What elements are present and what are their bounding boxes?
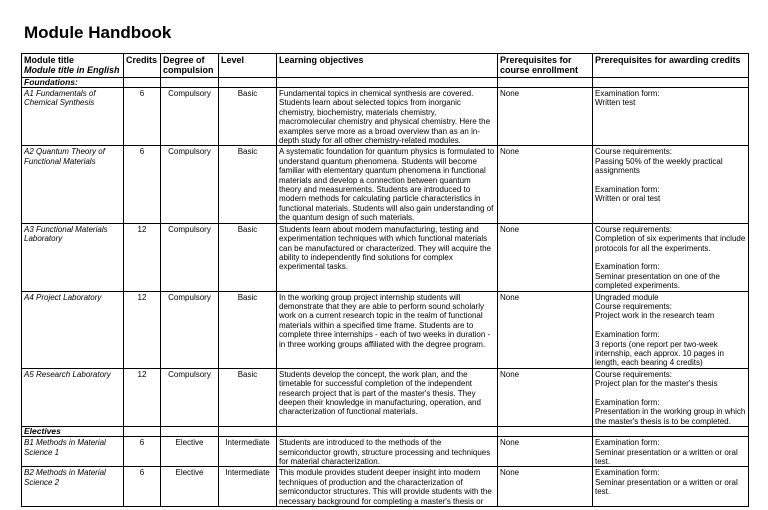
requirement-line: Examination form: — [595, 468, 660, 478]
spacer — [595, 176, 746, 185]
objectives-cell: A systematic foundation for quantum physics is formulated to understand quantum phenomena. Students will become familiar with elementary quantum phenomena in functional materials and develop a connection between quantum theory and measurements. Students are introduced to modern methods for calculating particle characteristics in functional materials. Students will also gain understanding of the quantum design of such materials. — [277, 146, 498, 223]
requirement-line: Course requirements: — [595, 147, 672, 157]
header-level: Level — [219, 54, 277, 78]
prereq-credits-cell — [593, 88, 749, 146]
module-title-cell: A3 Functional Materials Laboratory — [22, 223, 124, 291]
prereq-credits-cell — [593, 437, 749, 467]
requirement-line: Examination form: — [595, 438, 660, 448]
requirement-line: Ungraded module — [595, 292, 659, 302]
table-row — [22, 223, 749, 291]
credits-cell: 6 — [124, 146, 161, 223]
degree-cell: Compulsory — [161, 146, 219, 223]
requirement-line: Examination form: — [595, 397, 660, 407]
credits-cell: 6 — [124, 437, 161, 467]
prereq-enroll-cell: None — [498, 88, 593, 146]
section-label: Foundations: — [22, 78, 124, 88]
requirement-line: Course requirements: — [595, 301, 672, 311]
objectives-cell: Fundamental topics in chemical synthesis are covered. Students learn about selected topics from inorganic chemistry, biochemistry, materials chemistry, macromolecular chemistry and physical chemistry. Here the examples serve more as a broad overview than as an in-depth study for all other chemistry-related modules. — [277, 88, 498, 146]
table-row — [22, 88, 749, 146]
spacer — [595, 321, 746, 330]
degree-cell: Elective — [161, 467, 219, 507]
credits-cell: 12 — [124, 223, 161, 291]
requirement-line: Examination form: — [595, 262, 660, 272]
requirement-line: Examination form: — [595, 89, 660, 98]
level-cell: Basic — [219, 291, 277, 368]
module-title-cell: B1 Methods in Material Science 1 — [22, 437, 124, 467]
objectives-cell: In the working group project internship students will demonstrate that they are able to perform sound scholarly work on a current research topic in the realm of functional materials within a specified time frame. Students are to complete three internships - each of two weeks in duration - in three working groups affiliated with the degree program. — [277, 291, 498, 368]
table-row — [22, 467, 749, 507]
level-cell: Intermediate — [219, 437, 277, 467]
prereq-credits-cell — [593, 223, 749, 291]
header-prereq-credits: Prerequisites for awarding credits — [593, 54, 749, 78]
requirement-line: Course requirements: — [595, 224, 672, 234]
requirement-line: 3 reports (one report per two-week internship, each approx. 10 pages in length, each bearing 4 credits) — [595, 339, 724, 368]
section-row-electives — [22, 427, 749, 437]
module-title-cell: A5 Research Laboratory — [22, 368, 124, 426]
header-prereq-enroll: Prerequisites for course enrollment — [498, 54, 593, 78]
spacer — [595, 253, 746, 262]
table-row — [22, 146, 749, 223]
requirement-line: Project plan for the master's thesis — [595, 379, 718, 389]
level-cell: Basic — [219, 88, 277, 146]
section-row-foundations — [22, 78, 749, 88]
requirement-line: Completion of six experiments that include protocols for all the experiments. — [595, 234, 746, 253]
degree-cell: Elective — [161, 437, 219, 467]
requirement-line: Examination form: — [595, 330, 660, 340]
page-title: Module Handbook — [24, 23, 172, 42]
credits-cell: 12 — [124, 291, 161, 368]
objectives-cell: Students develop the concept, the work plan, and the timetable for successful completion of the independent research project that is part of the master's thesis. They deepen their knowledge in manufacturing, operation, and characterization of functional materials. — [277, 368, 498, 426]
requirement-line: Presentation in the working group in which the master's thesis is to be completed. — [595, 407, 746, 426]
module-title-cell: A2 Quantum Theory of Functional Materials — [22, 146, 124, 223]
header-credits: Credits — [124, 54, 161, 78]
requirement-line: Course requirements: — [595, 369, 672, 379]
prereq-credits-cell — [593, 368, 749, 426]
degree-cell: Compulsory — [161, 368, 219, 426]
header-module-title-de: Module title — [24, 55, 74, 65]
prereq-credits-cell — [593, 467, 749, 507]
requirement-line: Seminar presentation or a written or oral test. — [595, 447, 738, 466]
prereq-enroll-cell: None — [498, 146, 593, 223]
header-objectives: Learning objectives — [277, 54, 498, 78]
level-cell: Basic — [219, 223, 277, 291]
prereq-enroll-cell: None — [498, 291, 593, 368]
header-module-title — [22, 54, 124, 78]
module-title-cell: B2 Methods in Material Science 2 — [22, 467, 124, 507]
prereq-enroll-cell: None — [498, 467, 593, 507]
degree-cell: Compulsory — [161, 88, 219, 146]
requirement-line: Seminar presentation on one of the completed experiments. — [595, 271, 720, 291]
prereq-enroll-cell: None — [498, 223, 593, 291]
objectives-cell: Students are introduced to the methods of the semiconductor growth, structure processing and techniques for material characterization. — [277, 437, 498, 467]
module-title-cell: A4 Project Laboratory — [22, 291, 124, 368]
objectives-cell: Students learn about modern manufacturing, testing and experimentation techniques with which functional materials can be manufactured or characterized. They will acquire the ability to independently find solutions for complex experimental tasks. — [277, 223, 498, 291]
requirement-line: Written test — [595, 98, 636, 108]
requirement-line: Project work in the research team — [595, 311, 715, 321]
requirement-line: Seminar presentation or a written or oral test. — [595, 477, 738, 497]
objectives-cell: This module provides student deeper insight into modern techniques of production and the characterization of semiconductor structures. This will provide students with the necessary background for completing a master's thesis or — [277, 467, 498, 507]
module-title-cell: A1 Fundamentals of Chemical Synthesis — [22, 88, 124, 146]
requirement-line: Written or oral test — [595, 194, 661, 204]
header-module-title-en: Module title in English — [24, 65, 120, 75]
table-row — [22, 368, 749, 426]
prereq-enroll-cell: None — [498, 437, 593, 467]
module-table — [21, 53, 749, 507]
degree-cell: Compulsory — [161, 291, 219, 368]
prereq-credits-cell — [593, 146, 749, 223]
table-header-row — [22, 54, 749, 78]
credits-cell: 6 — [124, 88, 161, 146]
table-row — [22, 291, 749, 368]
degree-cell: Compulsory — [161, 223, 219, 291]
header-degree: Degree of compulsion — [161, 54, 219, 78]
level-cell: Basic — [219, 368, 277, 426]
requirement-line: Passing 50% of the weekly practical assignments — [595, 156, 723, 176]
section-label: Electives — [22, 427, 124, 437]
prereq-enroll-cell: None — [498, 368, 593, 426]
spacer — [595, 389, 746, 398]
table-row — [22, 437, 749, 467]
requirement-line: Examination form: — [595, 185, 660, 195]
credits-cell: 6 — [124, 467, 161, 507]
credits-cell: 12 — [124, 368, 161, 426]
level-cell: Basic — [219, 146, 277, 223]
level-cell: Intermediate — [219, 467, 277, 507]
prereq-credits-cell — [593, 291, 749, 368]
